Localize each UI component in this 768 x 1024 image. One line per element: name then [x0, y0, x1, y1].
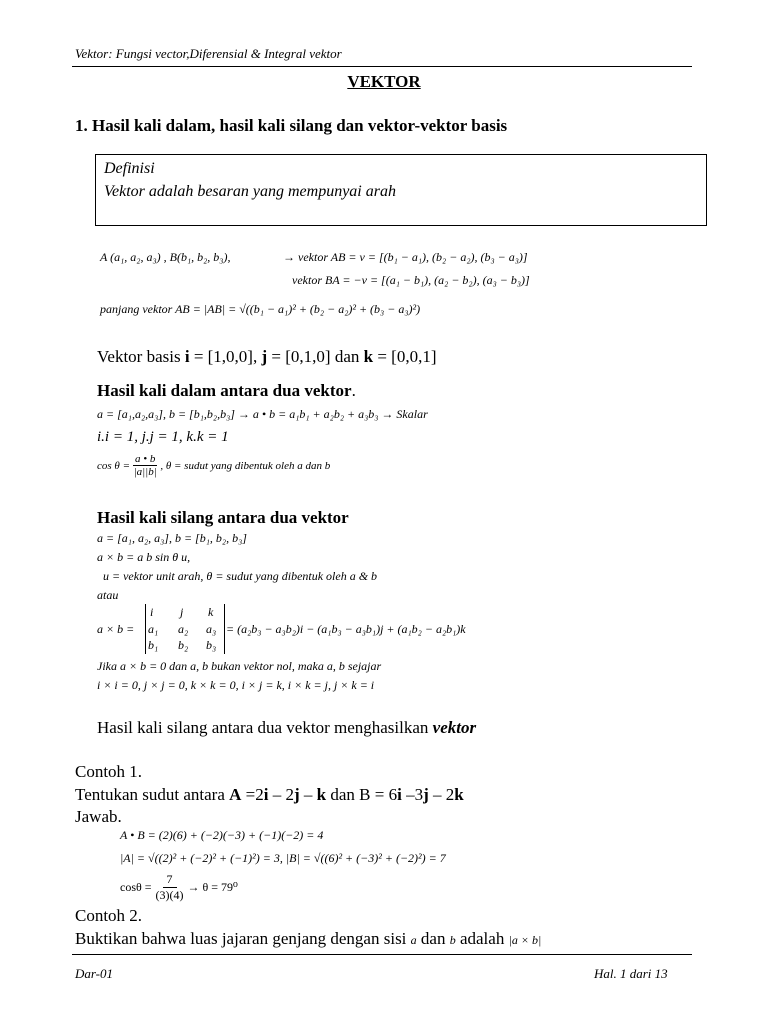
cross-product-result: Hasil kali silang antara dua vektor menghasilkan vektor	[97, 718, 477, 737]
det-cell: b₂	[178, 638, 189, 652]
unit-cross-products: i × i = 0, j × j = 0, k × k = 0, i × j = k, i × k = j, j × k = i	[97, 678, 375, 692]
det-cell: a₃	[206, 622, 217, 636]
cross-product-vectors: a = [a₁, a₂, a₃], b = [b₁, b₂, b₃]	[97, 531, 247, 545]
example-1-label: Contoh 1.	[75, 762, 143, 781]
parallel-condition: Jika a × b = 0 dan a, b bukan vektor nol, maka a, b sejajar	[97, 659, 382, 673]
section-heading	[75, 116, 507, 136]
basis-vectors-line: Vektor basis i = [1,0,0], j = [0,1,0] dan k = [0,0,1]	[97, 347, 437, 366]
example-1-answer-label: Jawab.	[75, 807, 122, 826]
determinant-expansion: = (a₂b₃ − a₃b₂)i − (a₁b₃ − a₃b₁)j + (a₁b₂ − a₂b₁)k	[226, 622, 466, 636]
running-header: Vektor: Fungsi vector,Diferensial & Integral vektor	[75, 46, 342, 61]
example-2-label: Contoh 2.	[75, 906, 143, 925]
vector-ab-formula: → vektor AB = v = [(b₁ − a₁), (b₂ − a₂), (b₃ − a₃)]	[283, 250, 528, 264]
points-ab: A (a₁, a₂, a₃) , B(b₁, b₂, b₃),	[100, 250, 231, 264]
example-1-magnitudes: |A| = √((2)² + (−2)² + (−1)²) = 3, |B| = √((6)² + (−3)² + (−2)²) = 7	[120, 851, 446, 865]
det-cell: b₃	[206, 638, 217, 652]
det-cell: i	[150, 605, 154, 619]
dot-product-definition: a = [a₁,a₂,a₃], b = [b₁,b₂,b₃] → a • b = a₁b₁ + a₂b₂ + a₃b₃ → Skalar	[97, 407, 428, 421]
example-1-cosine: cosθ = $\frac{7}{(3)(4)}$ → θ = 79⁰	[120, 872, 238, 902]
dot-product-heading: Hasil kali dalam antara dua vektor.	[97, 381, 356, 400]
example-1-question: Tentukan sudut antara A =2i – 2j – k dan B = 6i –3j – 2k	[75, 785, 464, 804]
section-number: 1.	[75, 116, 88, 135]
det-cell: a₁	[148, 622, 159, 636]
determinant-matrix	[145, 604, 225, 654]
definition-text: Vektor adalah besaran yang mempunyai arah	[104, 183, 396, 200]
footer-page-number: Hal. 1 dari 13	[594, 966, 668, 981]
example-2-question: Buktikan bahwa luas jajaran genjang dengan sisi a dan b adalah |a × b|	[75, 929, 542, 948]
example-1-dot-calculation: A • B = (2)(6) + (−2)(−3) + (−1)(−2) = 4	[120, 828, 324, 842]
vector-length-formula: panjang vektor AB = |AB| = √((b₁ − a₁)² + (b₂ − a₂)² + (b₃ − a₃)²)	[100, 302, 421, 316]
example-1-fraction: $\frac{7}{(3)(4)}$	[155, 872, 184, 902]
header-rule	[72, 66, 692, 67]
det-cell: b₁	[148, 638, 159, 652]
determinant-lhs: a × b =	[97, 622, 135, 636]
det-cell: j	[180, 605, 184, 619]
cross-product-heading: Hasil kali silang antara dua vektor	[97, 508, 349, 527]
cosine-fraction: $\frac{a • b}{|a||b|}$	[133, 453, 157, 478]
unit-vector-definition: u = vektor unit arah, θ = sudut yang dibentuk oleh a & b	[103, 569, 378, 583]
vector-ba-formula: vektor BA = −v = [(a₁ − b₁), (a₂ − b₂), (a₃ − b₃)]	[292, 273, 530, 287]
det-cell: k	[208, 605, 214, 619]
definition-label: Definisi	[104, 160, 155, 177]
footer-rule	[72, 954, 692, 955]
unit-dot-products: i.i = 1, j.j = 1, k.k = 1	[97, 429, 229, 445]
page-title: VEKTOR	[347, 72, 421, 91]
cross-product-formula: a × b = a b sin θ u,	[97, 550, 191, 564]
cosine-formula: cos θ = $\frac{a • b}{|a||b|}$ , θ = sudut yang dibentuk oleh a dan b	[97, 453, 331, 478]
section-title: Hasil kali dalam, hasil kali silang dan vektor-vektor basis	[92, 116, 508, 135]
atau-text: atau	[97, 588, 119, 602]
footer-author: Dar-01	[75, 966, 114, 981]
det-cell: a₂	[178, 622, 189, 636]
